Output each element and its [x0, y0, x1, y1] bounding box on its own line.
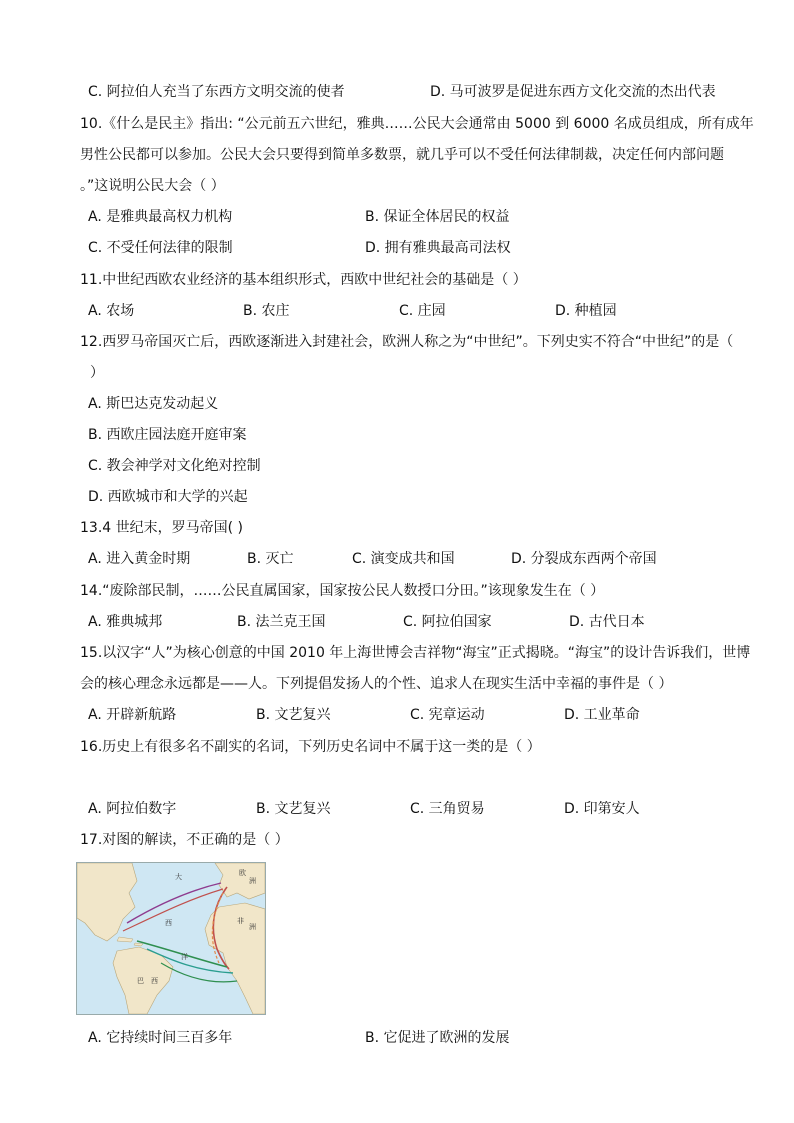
map-label-xi: 西: [165, 919, 172, 927]
q11-stem: 11.中世纪西欧农业经济的基本组织形式，西欧中世纪社会的基础是（ ）: [80, 272, 527, 288]
q13-option-c: C. 演变成共和国: [352, 551, 455, 567]
q12-option-a: A. 斯巴达克发动起义: [88, 396, 219, 412]
q17-option-a: A. 它持续时间三百多年: [88, 1030, 233, 1046]
q12-option-d: D. 西欧城市和大学的兴起: [88, 489, 248, 505]
q15-option-b: B. 文艺复兴: [256, 707, 331, 723]
q11-option-a: A. 农场: [88, 303, 135, 319]
q16-option-c: C. 三角贸易: [410, 801, 485, 817]
map-label-ba: 巴: [137, 977, 144, 985]
q16-option-d: D. 印第安人: [564, 801, 640, 817]
q15-option-d: D. 工业革命: [564, 707, 640, 723]
q10-stem-line1: 10.《什么是民主》指出: “公元前五六世纪，雅典……公民大会通常由 5000 到 6000 名成员组成，所有成年: [80, 116, 754, 132]
map-label-yang: 洋: [181, 953, 188, 961]
q13-option-b: B. 灭亡: [247, 551, 294, 567]
q10-option-a: A. 是雅典最高权力机构: [88, 209, 233, 225]
q12-option-b: B. 西欧庄园法庭开庭审案: [88, 427, 247, 443]
q15-option-c: C. 宪章运动: [410, 707, 485, 723]
q13-option-a: A. 进入黄金时期: [88, 551, 191, 567]
q14-option-b: B. 法兰克王国: [237, 614, 326, 630]
q15-stem-line2: 会的核心理念永远都是——人。下列提倡发扬人的个性、追求人在现实生活中幸福的事件是（ ）: [80, 676, 673, 692]
q16-option-a: A. 阿拉伯数字: [88, 801, 177, 817]
q16-stem: 16.历史上有很多名不副实的名词，下列历史名词中不属于这一类的是（ ）: [80, 739, 541, 755]
map-label-da: 大: [175, 873, 182, 881]
q14-stem: 14.“废除部民制，……公民直属国家，国家按公民人数授口分田。”该现象发生在（ ）: [80, 583, 605, 599]
q17-option-b: B. 它促进了欧洲的发展: [365, 1030, 510, 1046]
q13-option-d: D. 分裂成东西两个帝国: [511, 551, 657, 567]
map-label-ou: 欧: [239, 869, 246, 877]
map-label-xi2: 西: [151, 977, 158, 985]
q12-stem-line2: ）: [90, 365, 104, 381]
map-label-zhou2: 洲: [249, 923, 256, 931]
q11-option-b: B. 农庄: [243, 303, 290, 319]
q14-option-d: D. 古代日本: [569, 614, 645, 630]
q10-stem-line2: 男性公民都可以参加。公民大会只要得到简单多数票，就几乎可以不受任何法律制裁，决定任何内部问题: [80, 147, 724, 163]
q15-option-a: A. 开辟新航路: [88, 707, 177, 723]
q9-option-d: D. 马可波罗是促进东西方文化交流的杰出代表: [430, 84, 716, 100]
q17-stem: 17.对图的解读，不正确的是（ ）: [80, 832, 289, 848]
q14-option-a: A. 雅典城邦: [88, 614, 163, 630]
q16-option-b: B. 文艺复兴: [256, 801, 331, 817]
q9-option-c: C. 阿拉伯人充当了东西方文明交流的使者: [88, 84, 345, 100]
q11-option-c: C. 庄园: [399, 303, 446, 319]
q12-option-c: C. 教会神学对文化绝对控制: [88, 458, 261, 474]
q10-stem-line3: 。”这说明公民大会（ ）: [80, 178, 225, 194]
q12-stem-line1: 12.西罗马帝国灭亡后，西欧逐渐进入封建社会，欧洲人称之为“中世纪”。下列史实不符合“中世纪”的是（: [80, 334, 734, 350]
map-label-fei: 非: [237, 917, 244, 925]
q15-stem-line1: 15.以汉字“人”为核心创意的中国 2010 年上海世博会吉祥物“海宝”正式揭晓。“海宝”的设计告诉我们，世博: [80, 645, 751, 661]
q10-option-c: C. 不受任何法律的限制: [88, 240, 233, 256]
q14-option-c: C. 阿拉伯国家: [403, 614, 492, 630]
map-label-zhou: 洲: [249, 877, 256, 885]
q10-option-d: D. 拥有雅典最高司法权: [365, 240, 511, 256]
q10-option-b: B. 保证全体居民的权益: [365, 209, 510, 225]
triangle-trade-map: [76, 862, 266, 1015]
q11-option-d: D. 种植园: [555, 303, 617, 319]
q13-stem: 13.4 世纪末，罗马帝国( ): [80, 520, 243, 536]
